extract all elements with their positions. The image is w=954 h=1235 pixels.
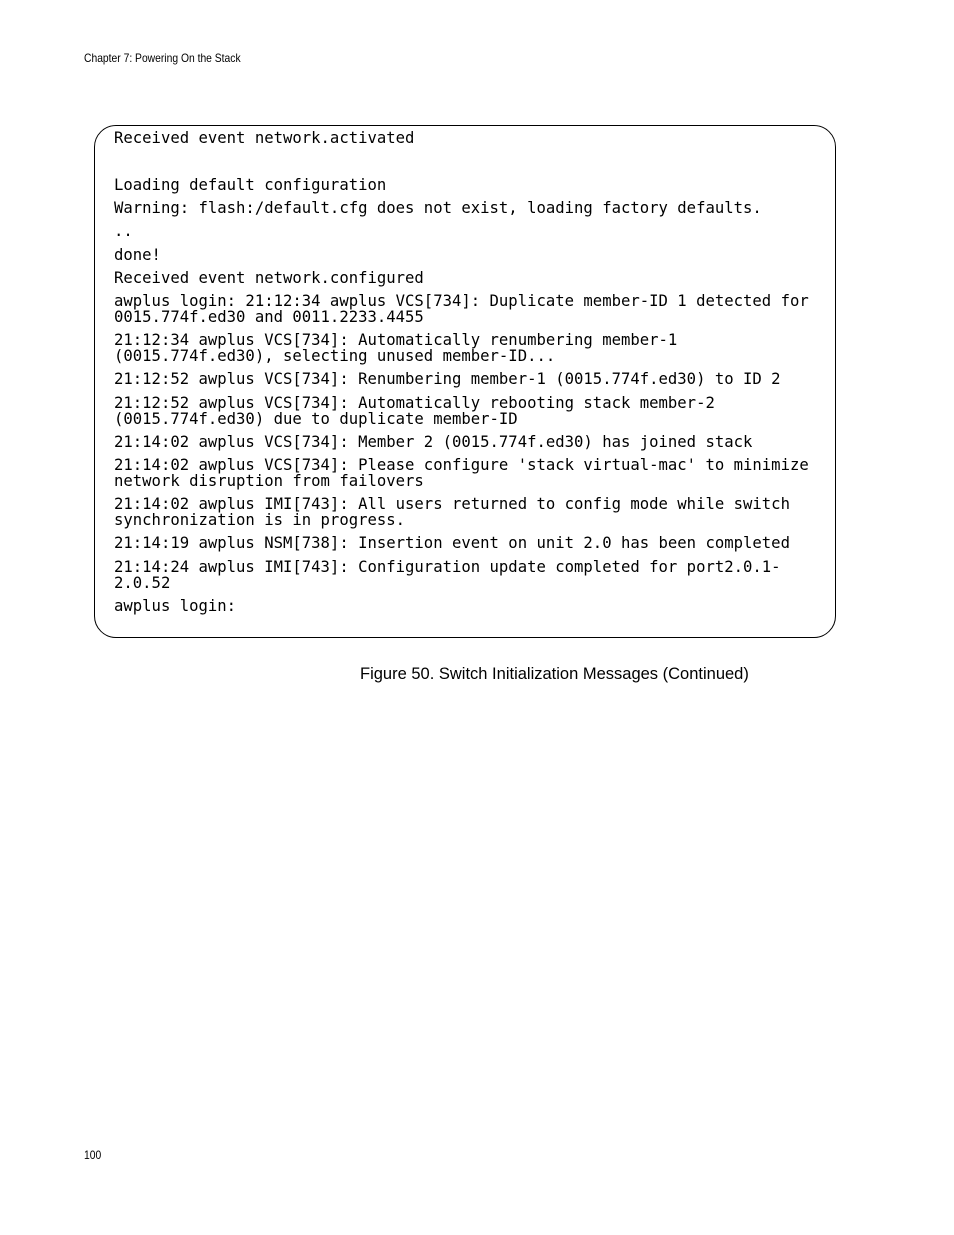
- console-line: 21:14:19 awplus NSM[738]: Insertion event on unit 2.0 has been completed: [114, 534, 790, 552]
- console-line: 21:14:02 awplus VCS[734]: Please configure 'stack virtual-mac' to minimize: [114, 456, 809, 474]
- console-line: 21:12:52 awplus VCS[734]: Renumbering member-1 (0015.774f.ed30) to ID 2: [114, 370, 781, 388]
- console-line: 0015.774f.ed30 and 0011.2233.4455: [114, 308, 424, 326]
- console-line: 21:14:02 awplus IMI[743]: All users returned to config mode while switch: [114, 495, 790, 513]
- console-line: ..: [114, 222, 133, 240]
- console-line: Warning: flash:/default.cfg does not exist, loading factory defaults.: [114, 199, 762, 217]
- console-line: 21:12:34 awplus VCS[734]: Automatically renumbering member-1: [114, 331, 678, 349]
- console-line: Loading default configuration: [114, 176, 387, 194]
- console-line: 21:12:52 awplus VCS[734]: Automatically rebooting stack member-2: [114, 394, 715, 412]
- console-line: 21:14:02 awplus VCS[734]: Member 2 (0015.774f.ed30) has joined stack: [114, 433, 753, 451]
- console-line: Received event network.configured: [114, 269, 424, 287]
- console-line: Received event network.activated: [114, 129, 415, 147]
- console-line: synchronization is in progress.: [114, 511, 406, 529]
- console-line: 2.0.52: [114, 574, 171, 592]
- page-number: 100: [84, 1148, 102, 1162]
- chapter-header: Chapter 7: Powering On the Stack: [84, 51, 241, 65]
- console-line: network disruption from failovers: [114, 472, 424, 490]
- console-line: awplus login: 21:12:34 awplus VCS[734]: Duplicate member-ID 1 detected for: [114, 292, 809, 310]
- console-line: awplus login:: [114, 597, 237, 615]
- console-line: 21:14:24 awplus IMI[743]: Configuration update completed for port2.0.1-: [114, 558, 781, 576]
- console-line: done!: [114, 246, 161, 264]
- figure-caption: Figure 50. Switch Initialization Messages (Continued): [360, 665, 749, 683]
- console-line: (0015.774f.ed30), selecting unused member-ID...: [114, 347, 556, 365]
- console-line: (0015.774f.ed30) due to duplicate member-ID: [114, 410, 518, 428]
